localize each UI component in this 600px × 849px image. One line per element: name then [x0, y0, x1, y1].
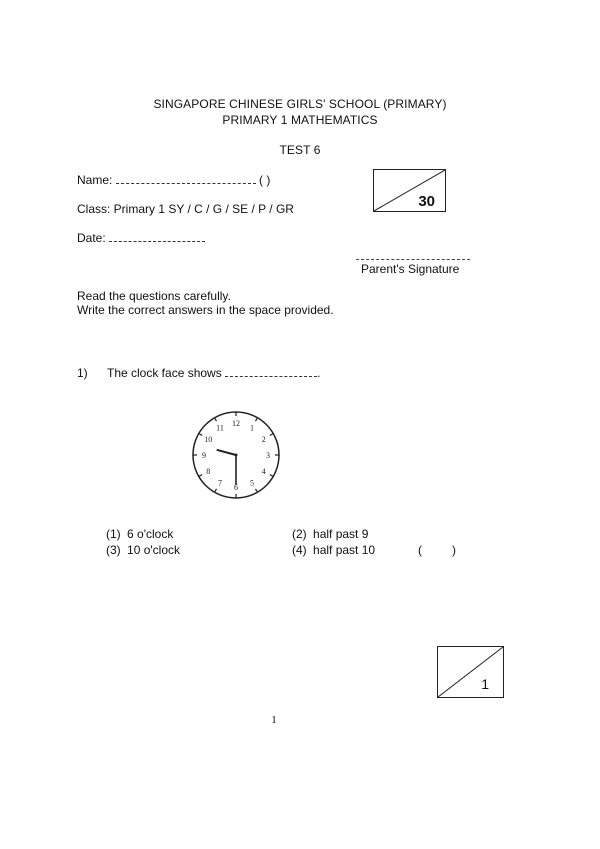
option-3-num: (3) — [106, 543, 121, 557]
clock-numeral: 9 — [202, 451, 206, 460]
clock-numeral: 4 — [261, 467, 266, 476]
clock-numeral: 5 — [250, 478, 254, 488]
clock-numeral: 10 — [204, 435, 213, 444]
option-1[interactable] — [106, 527, 173, 541]
instruction-2: Write the correct answers in the space provided. — [77, 303, 334, 317]
clock-face — [190, 409, 282, 501]
question-row: The clock face shows . — [107, 366, 321, 380]
question-text: The clock face shows — [107, 366, 222, 380]
clock-numeral: 12 — [232, 419, 240, 428]
subject-title: PRIMARY 1 MATHEMATICS — [222, 113, 378, 127]
clock-numeral: 7 — [218, 478, 222, 488]
clock-numeral: 2 — [261, 435, 266, 444]
signature-label: Parent's Signature — [361, 262, 460, 276]
question-marks: 1 — [481, 676, 489, 692]
clock-numeral: 6 — [234, 483, 238, 492]
name-label: Name: — [77, 173, 113, 187]
date-label: Date: — [77, 231, 106, 245]
date-row — [77, 231, 205, 245]
option-4[interactable] — [292, 543, 375, 557]
test-title: TEST 6 — [279, 143, 321, 157]
signature-line[interactable] — [356, 259, 470, 260]
option-1-text: 6 o'clock — [127, 527, 174, 541]
name-blank[interactable] — [116, 183, 256, 184]
question-number: 1) — [77, 366, 88, 380]
option-4-text: half past 10 — [313, 543, 376, 557]
date-blank[interactable] — [109, 241, 205, 242]
instruction-1: Read the questions carefully. — [77, 289, 231, 303]
name-bracket: ( ) — [259, 173, 271, 187]
clock-numeral: 3 — [266, 451, 270, 460]
clock-center — [235, 454, 238, 457]
clock-numeral: 1 — [250, 423, 254, 433]
option-2[interactable] — [292, 527, 368, 541]
clock-numeral: 11 — [216, 423, 224, 433]
clock-numeral: 8 — [206, 467, 211, 476]
school-title: SINGAPORE CHINESE GIRLS' SCHOOL (PRIMARY) — [153, 97, 447, 111]
page-number: 1 — [271, 714, 277, 726]
option-2-text: half past 9 — [313, 527, 369, 541]
total-score-box — [373, 169, 446, 212]
option-3-text: 10 o'clock — [127, 543, 181, 557]
answer-bracket[interactable]: ( ) — [418, 543, 456, 557]
marks-box — [437, 646, 504, 698]
answer-blank[interactable] — [225, 376, 317, 377]
class-label: Class: Primary 1 SY / C / G / SE / P / GR — [77, 202, 294, 216]
total-score: 30 — [418, 193, 435, 210]
option-3[interactable] — [106, 543, 180, 557]
option-1-num: (1) — [106, 527, 121, 541]
option-4-num: (4) — [292, 543, 307, 557]
marks-diagonal — [438, 647, 503, 697]
name-row — [77, 173, 270, 187]
option-2-num: (2) — [292, 527, 307, 541]
